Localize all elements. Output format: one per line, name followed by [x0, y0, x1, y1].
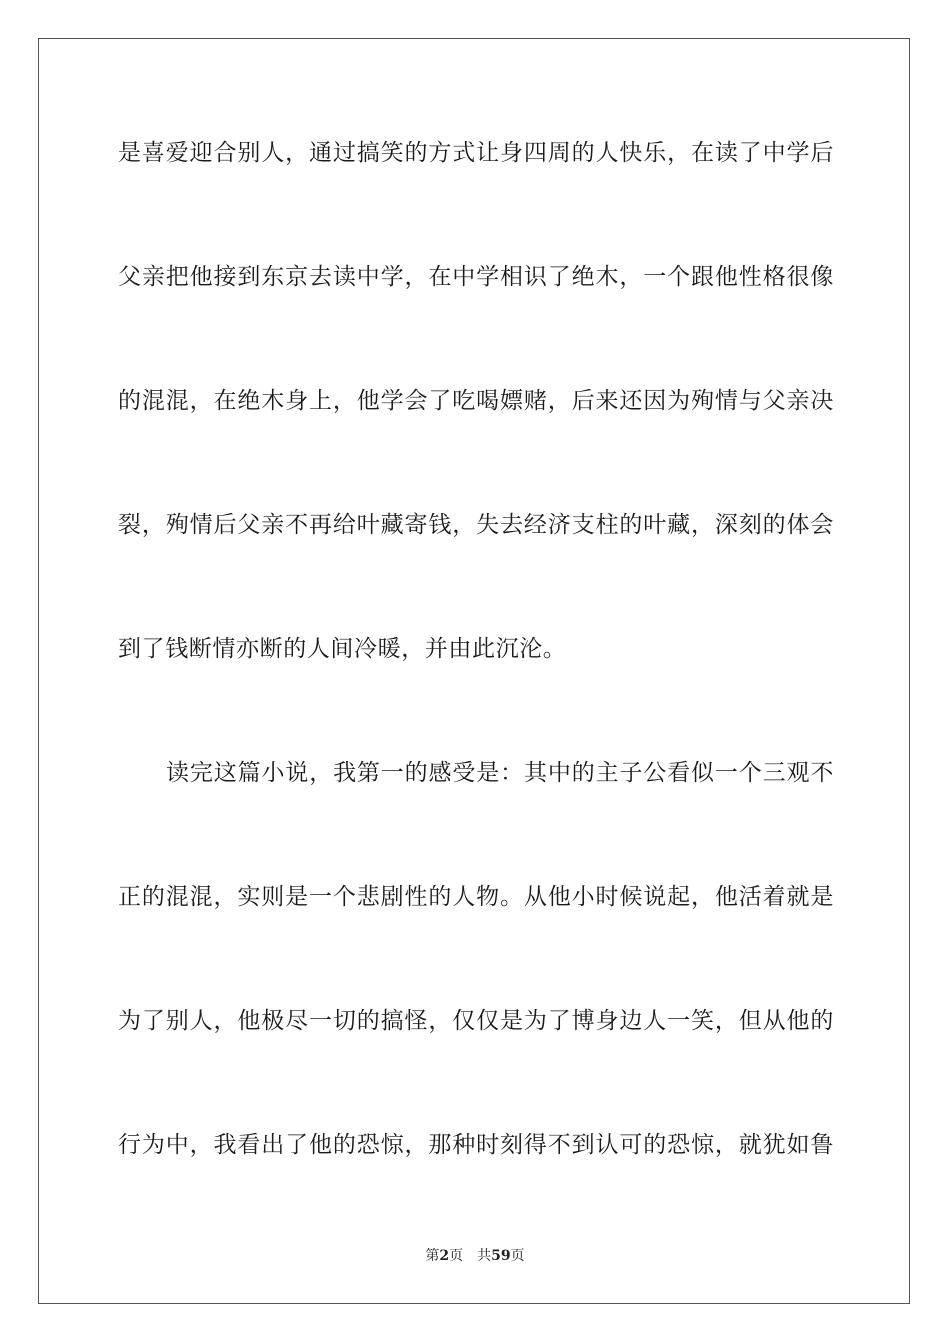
total-pages-indicator: 共59页 [477, 1248, 525, 1264]
page-footer [0, 1247, 950, 1265]
body-text-line: 是喜爱迎合别人，通过搞笑的方式让身四周的人快乐，在读了中学后 [118, 140, 834, 166]
body-text-line: 裂，殉情后父亲不再给叶藏寄钱，失去经济支柱的叶藏，深刻的体会 [118, 512, 834, 538]
paragraph-first-line: 读完这篇小说，我第一的感受是：其中的主子公看似一个三观不 [166, 760, 834, 786]
body-text-line: 父亲把他接到东京去读中学，在中学相识了绝木，一个跟他性格很像 [118, 264, 834, 290]
body-text-line: 正的混混，实则是一个悲剧性的人物。从他小时候说起，他活着就是 [118, 884, 834, 910]
body-text-line: 的混混，在绝木身上，他学会了吃喝嫖赌，后来还因为殉情与父亲决 [118, 388, 834, 414]
body-text-line: 行为中，我看出了他的恐惊，那种时刻得不到认可的恐惊，就犹如鲁 [118, 1132, 834, 1158]
body-text-line: 到了钱断情亦断的人间冷暖，并由此沉沦。 [118, 636, 567, 662]
page-indicator: 第2页 [425, 1248, 464, 1264]
page-border [38, 38, 910, 1304]
body-text-line: 为了别人，他极尽一切的搞怪，仅仅是为了博身边人一笑，但从他的 [118, 1008, 834, 1034]
